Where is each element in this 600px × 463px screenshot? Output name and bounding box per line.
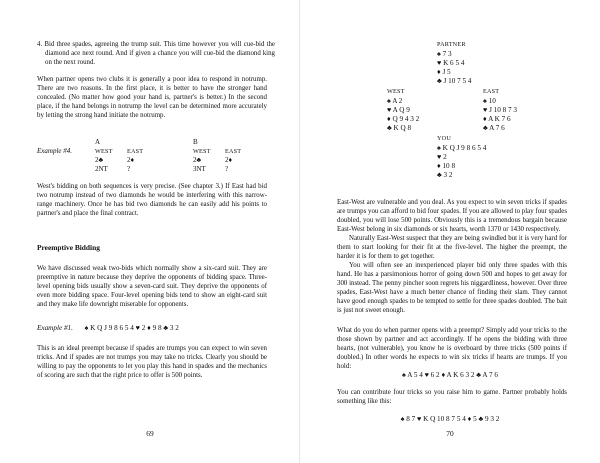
right-page <box>300 0 600 463</box>
b-bid-west-2: 3NT <box>193 165 206 173</box>
you-diamonds: ♦ 10 8 <box>437 162 456 170</box>
east-hand <box>483 97 517 133</box>
paragraph-swindled: Naturally East-West suspect that they are being swindled but it is very hard for them to start looking for their fit at the five-level. The higher the preempt, the harder it is for them to get together. <box>337 235 567 260</box>
partner-clubs: ♣ J 10 7 5 4 <box>437 77 472 85</box>
section-heading: Preemptive Bidding <box>37 243 100 252</box>
example-1-hand: ♠ K Q J 9 8 6 5 4 ♥ 2 ♦ 9 8 ♣ 3 2 <box>84 324 179 332</box>
partner-hand <box>437 50 471 86</box>
you-hand <box>437 144 486 180</box>
you-hearts: ♥ 2 <box>437 153 447 161</box>
you-spades: ♠ K Q J 9 8 6 5 4 <box>437 144 487 152</box>
a-east-header: EAST <box>127 148 144 155</box>
west-label: WEST <box>387 88 405 95</box>
page-number-right: 70 <box>446 429 454 438</box>
paragraph-partner-preempt: What do you do when partner opens with a preempt? Simply add your tricks to the those shown by partner and act accordingly. If he opens the bidding with three hearts, (not vulnerable), you know he is overboard by three tricks (500 points if doubled.) In other words he expects to win six tricks if hearts are trumps. If you hold: <box>337 327 567 370</box>
b-east-header: EAST <box>225 148 242 155</box>
east-diamonds: ♦ A K 7 6 <box>483 115 511 123</box>
example-1-label: Example #1. <box>37 324 73 332</box>
a-bid-west-2: 2NT <box>95 165 108 173</box>
b-bid-east-1: 2♦ <box>225 156 233 164</box>
a-bid-east-1: 2♦ <box>127 156 135 164</box>
east-label: EAST <box>483 88 500 95</box>
hand-you-hold: ♠ A 5 4 ♥ 6 2 ♦ A K 6 3 2 ♣ A 7 6 <box>402 371 498 379</box>
west-hearts: ♥ A Q 9 <box>387 106 410 114</box>
column-a-label: A <box>95 138 101 146</box>
partner-diamonds: ♦ J 5 <box>437 68 451 76</box>
partner-label: PARTNER <box>437 41 466 48</box>
partner-hearts: ♥ K 6 5 4 <box>437 59 465 67</box>
example-1 <box>37 324 179 332</box>
you-clubs: ♣ 3 2 <box>437 171 453 179</box>
example-4-label: Example #4. <box>37 147 72 155</box>
west-hand <box>387 97 419 133</box>
paragraph-ideal-preempt: This is an ideal preempt because if spades are trumps you can expect to win seven tricks. And if spades are not trumps you may take no tricks. Clearly you should be willing to pay the opponents to let you play this hand in spades and the mechanics of scoring are such that the right price to offer is 500 points. <box>37 345 267 379</box>
partner-spades: ♠ 7 3 <box>437 50 452 58</box>
b-bid-west-1: 2♣ <box>193 156 202 164</box>
item-4: 4. Bid three spades, agreeing the trump suit. This time however you will cue-bid the diamond ace next round. And if given a chance you will cue-bid the diamond king on the next round. <box>37 41 275 66</box>
west-diamonds: ♦ Q 9 4 3 2 <box>387 115 420 123</box>
paragraph-two-clubs: When partner opens two clubs it is generally a poor idea to respond in notrump. There are two reasons. In the first place, it is better to have the stronger hand concealed. (No matter how good your hand is, partner's is better.) In the second place, if the hand belongs in notrump the level can be determined more accurately by letting the strong hand initiate the notrump. <box>37 76 267 119</box>
a-bid-east-2: ? <box>127 165 131 173</box>
a-bid-west-1: 2♣ <box>95 156 104 164</box>
paragraph-vulnerable: East-West are vulnerable and you deal. As you expect to win seven tricks if spades are trumps you can afford to bid four spades. If you are allowed to play four spades doubled, you will lose 500 points. Obviously this is a tremendous bargain because East-West belong in six diamonds or six hearts, worth 1370 or 1430 respectively. <box>337 199 567 233</box>
west-clubs: ♣ K Q 8 <box>387 124 412 132</box>
b-west-header: WEST <box>193 148 211 155</box>
east-hearts: ♥ J 10 8 7 3 <box>483 106 518 114</box>
you-label: YOU <box>437 135 452 142</box>
a-west-header: WEST <box>95 148 113 155</box>
paragraph-preemptive: We have discussed weak two-bids which normally show a six-card suit. They are preemptive in nature because they deprive the opponents of bidding space. Three-level opening bids usually show a seven-card suit. They deprive the opponents of even more bidding space. Four-level opening bids tend to show an eight-card suit and they make life downright miserable for opponents. <box>37 265 267 308</box>
west-spades: ♠ A 2 <box>387 97 403 105</box>
b-bid-east-2: ? <box>225 165 229 173</box>
paragraph-precise-bidding: West's bidding on both sequences is very precise. (See chapter 3.) If East had bid two notrump instead of two diamonds he would be interfering with this narrow-range machinery. Once he has bid two diamonds he can easily add his points to partner's and place the final contract. <box>37 183 267 217</box>
page-number-left: 69 <box>146 429 154 438</box>
east-spades: ♠ 10 <box>483 97 496 105</box>
column-b-label: B <box>193 138 198 146</box>
paragraph-inexperienced: You will often see an inexperienced player bid only three spades with this hand. He has a parsimonious horror of going down 500 and hopes to get away for 300 instead. The penny pincher soon regrets his niggardliness, however. Over three spades, East-West have a much better chance of finding their slam. They cannot have good enough spades to be tempted to settle for three spades doubled. The bait is just not sweet enough. <box>337 262 567 314</box>
bridge-diagram <box>300 0 600 200</box>
example-4 <box>37 138 267 174</box>
paragraph-contribute: You can contribute four tricks so you raise him to game. Partner probably holds something like this: <box>337 389 567 405</box>
example-4-bidding-table <box>37 138 241 174</box>
east-clubs: ♣ A 7 6 <box>483 124 505 132</box>
hand-partner-holds: ♠ 8 7 ♥ K Q 10 8 7 5 4 ♦ 5 ♣ 9 3 2 <box>400 415 500 423</box>
